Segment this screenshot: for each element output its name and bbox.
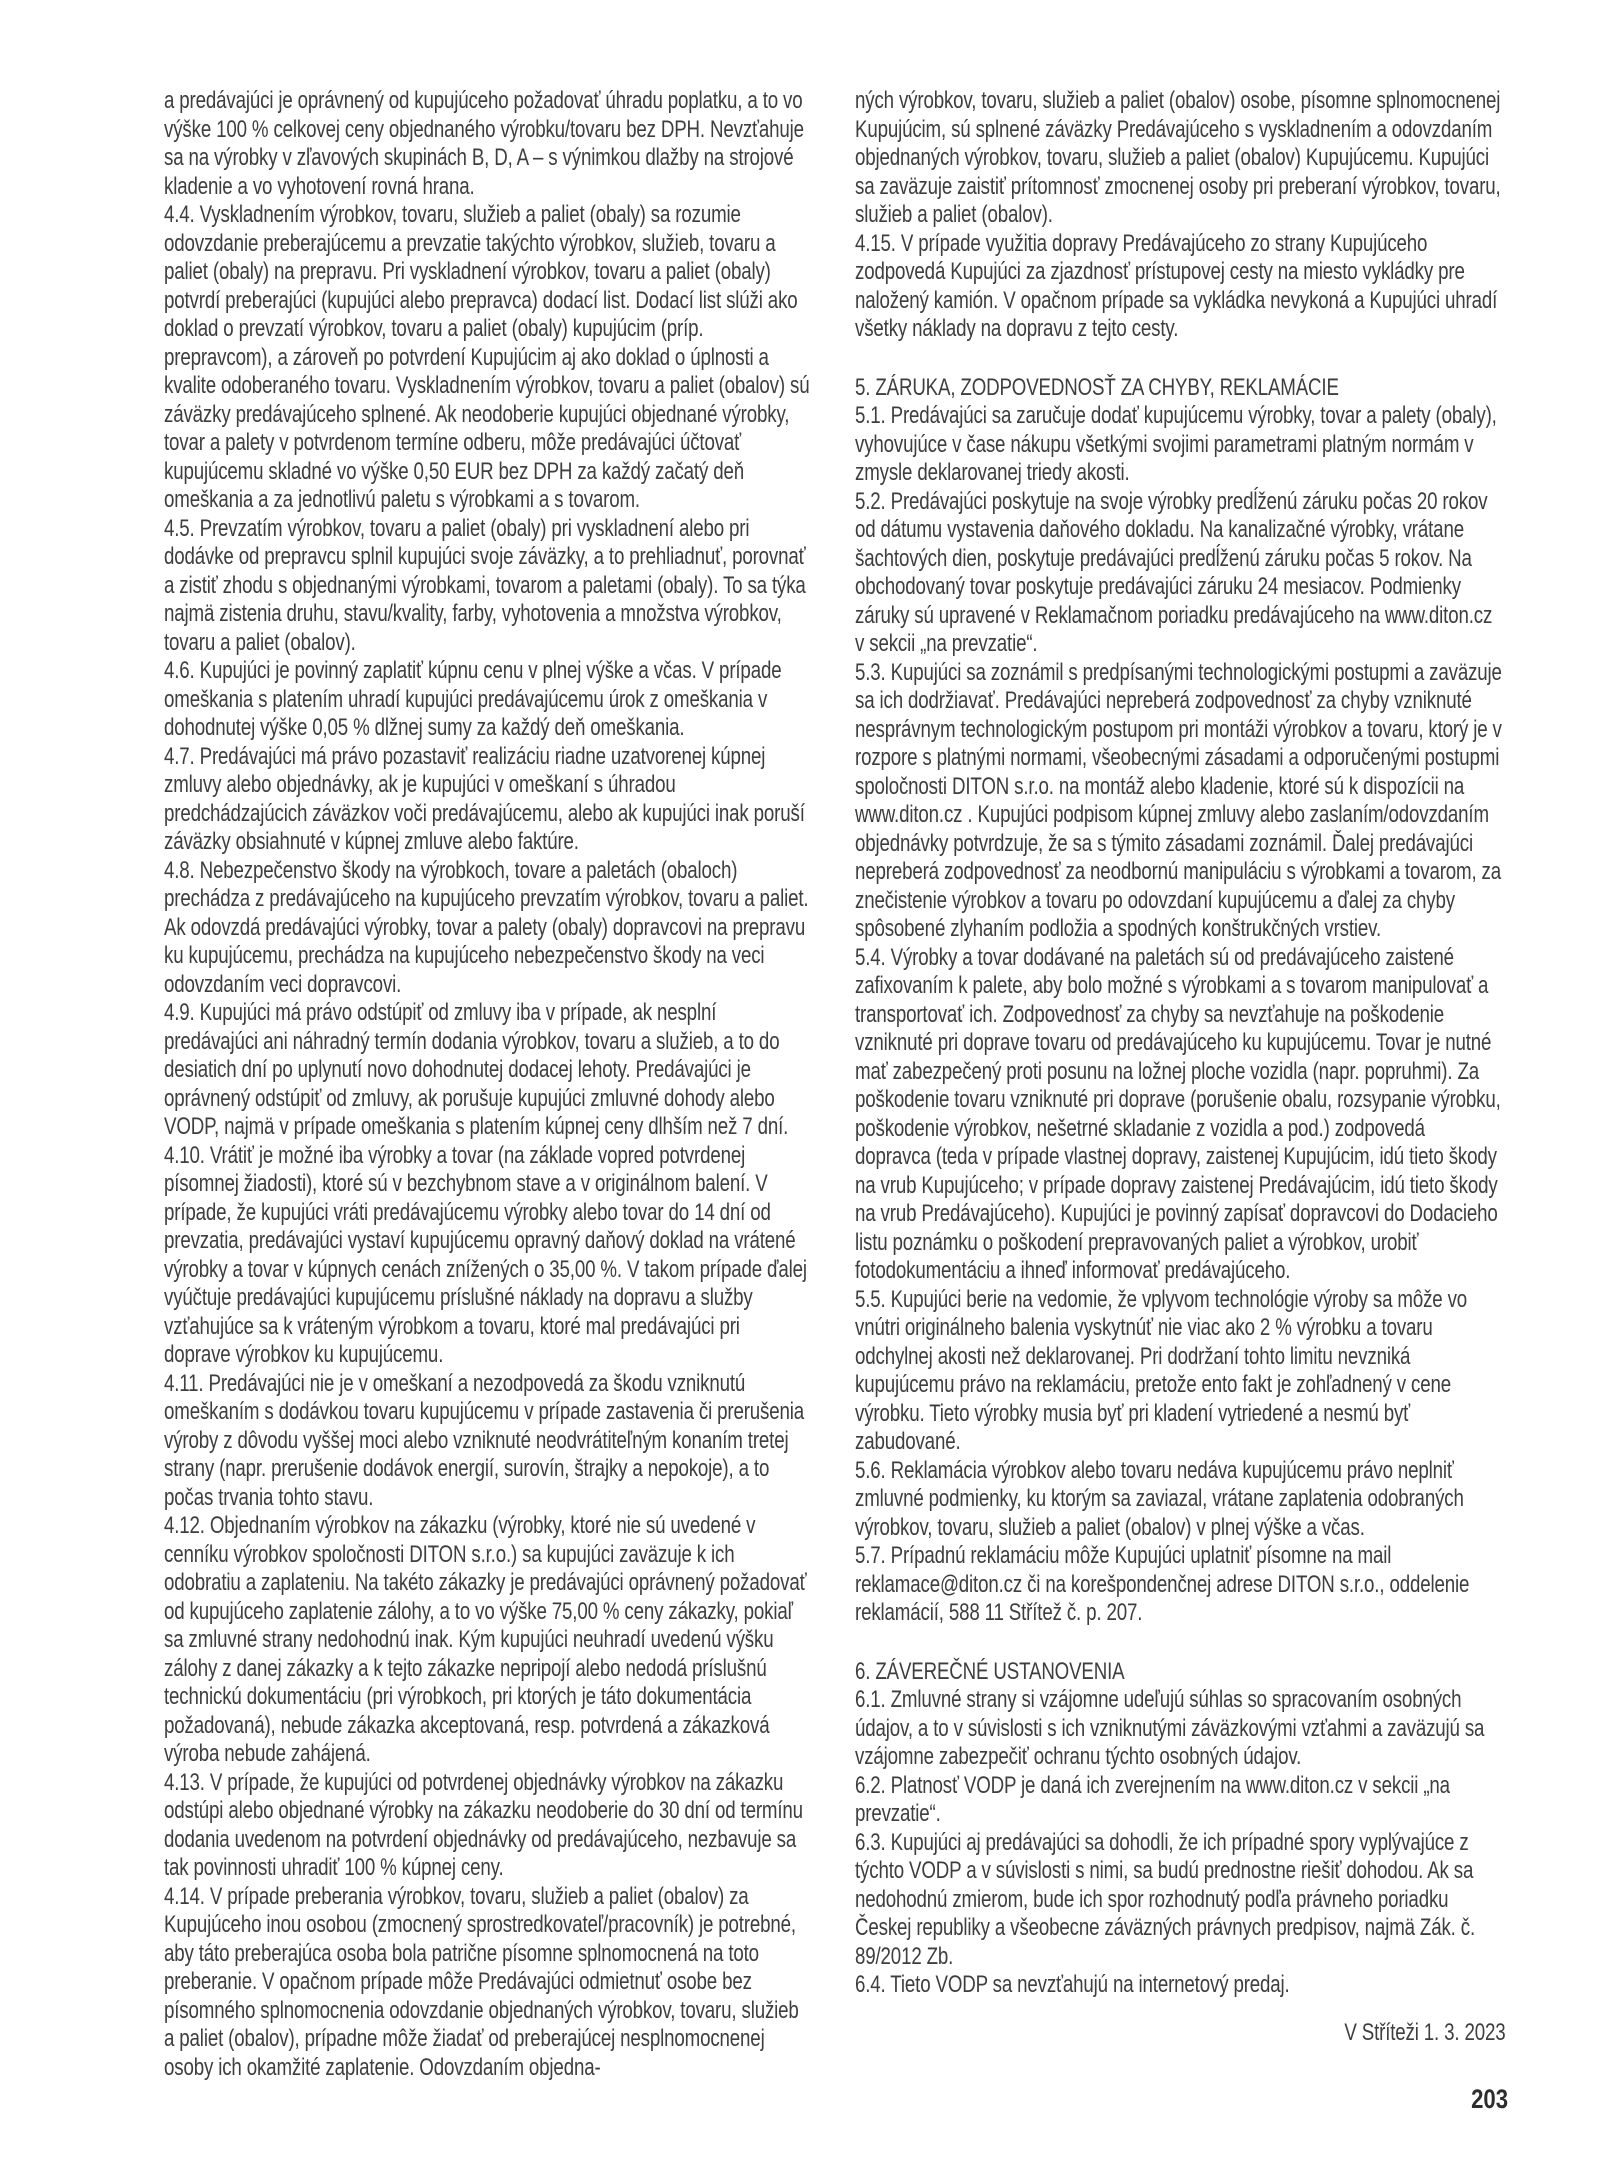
paragraph-4-6: 4.6. Kupujúci je povinný zaplatiť kúpnu cenu v plnej výške a včas. V prípade omeškania s platením uhradí kupujúci predávajúcemu úrok z omeškania v dohodnutej výške 0,05 % dlžnej sumy za každý deň omeškania. <box>164 657 782 741</box>
paragraph-5-3: 5.3. Kupujúci sa zoznámil s predpísanými technologickými postupmi a zaväzuje sa ich dodržiavať. Predávajúci nepreberá zodpovednosť za chyby vzniknuté nesprávnym technologickým postupom pri montáži výrobkov a tovaru, ktorý je v rozpore s platnými normami, všeobecnými zásadami a odporučenými postupmi spoločnosti DITON s.r.o. na montáž alebo kladenie, ktoré sú k dispozícii na www.diton.cz . Kupujúci podpisom kúpnej zmluvy alebo zaslaním/odovzdaním objednávky potvrdzuje, že sa s týmito zásadami zoznámil. Ďalej predávajúci nepreberá zodpovednosť za neodbornú manipuláciu s výrobkami a tovarom, za znečistenie výrobkov a tovaru po odovzdaní kupujúcemu a ďalej za chyby spôsobené zlyhaním podložia a spodných konštrukčných vrstiev. <box>855 658 1502 942</box>
paragraph-4-13: 4.13. V prípade, že kupujúci od potvrdenej objednávky výrobkov na zákazku odstúpi alebo objednané výrobky na zákazku neodoberie do 30 dní od termínu dodania uvedenom na potvrdení objednávky od predávajúceho, nezbavuje sa tak povinnosti uhradiť 100 % kúpnej ceny. <box>164 1768 803 1881</box>
paragraph-6-3: 6.3. Kupujúci aj predávajúci sa dohodli, že ich prípadné spory vyplývajúce z týchto VODP a v súvislosti s nimi, sa budú prednostne riešiť dohodou. Ak sa nedohodnú zmierom, bude ich spor rozhodnutý podľa právneho poriadku Českej republiky a všeobecne záväzných právnych predpisov, najmä Zák. č. 89/2012 Zb. <box>855 1828 1476 1970</box>
date-line: V Stříteži 1. 3. 2023 <box>1344 2018 1506 2046</box>
left-text-column <box>164 87 810 2082</box>
section-heading-5: 5. ZÁRUKA, ZODPOVEDNOSŤ ZA CHYBY, REKLAMÁCIE <box>855 373 1339 401</box>
paragraph-4-12: 4.12. Objednaním výrobkov na zákazku (výrobky, ktoré nie sú uvedené v cenníku výrobkov spoločnosti DITON s.r.o.) sa kupujúci zaväzuje k ich odobratiu a zaplateniu. Na takéto zákazky je predávajúci oprávnený požadovať od kupujúceho zaplatenie zálohy, a to vo výške 75,00 % ceny zákazky, pokiaľ sa zmluvné strany nedohodnú inak. Kým kupujúci neuhradí uvedenú výšku zálohy z danej zákazky a k tejto zákazke nepripojí alebo nedodá príslušnú technickú dokumentáciu (pri výrobkoch, pri ktorých je táto dokumentácia požadovaná), nebude zákazka akceptovaná, resp. potvrdená a zákazková výroba nebude zahájená. <box>164 1512 807 1767</box>
paragraph-5-7: 5.7. Prípadnú reklamáciu môže Kupujúci uplatniť písomne na mail reklamace@diton.cz či na korešpondenčnej adrese DITON s.r.o., oddelenie reklamácií, 588 11 Střítež č. p. 207. <box>855 1542 1470 1626</box>
paragraph-5-1: 5.1. Predávajúci sa zaručuje dodať kupujúcemu výrobky, tovar a palety (obaly), vyhovujúce v čase nákupu všetkými svojimi parametrami platným normám v zmysle deklarovanej triedy akosti. <box>855 402 1497 486</box>
paragraph-4-5: 4.5. Prevzatím výrobkov, tovaru a paliet (obaly) pri vyskladnení alebo pri dodávke od prepravcu splnil kupujúci svoje záväzky, a to prehliadnuť, porovnať a zistiť zhodu s objednanými výrobkami, tovarom a paletami (obaly). To sa týka najmä zistenia druhu, stavu/kvality, farby, vyhotovenia a množstva výrobkov, tovaru a paliet (obalov). <box>164 514 806 656</box>
paragraph-5-5: 5.5. Kupujúci berie na vedomie, že vplyvom technológie výroby sa môže vo vnútri originálneho balenia vyskytnúť nie viac ako 2 % výrobku a tovaru odchylnej akosti než deklarovanej. Pri dodržaní tohto limitu nevzniká kupujúcemu právo na reklamáciu, pretože ento fakt je zohľadnený v cene výrobku. Tieto výrobky musia byť pri kladení vytriedené a nesmú byť zabudované. <box>855 1285 1468 1455</box>
paragraph-6-4: 6.4. Tieto VODP sa nevzťahujú na internetový predaj. <box>855 1971 1290 1998</box>
paragraph-4-10: 4.10. Vrátiť je možné iba výrobky a tovar (na základe vopred potvrdenej písomnej žiadosti), ktoré sú v bezchybnom stave a v originálnom balení. V prípade, že kupujúci vráti predávajúcemu výrobky alebo tovar do 14 dní od prevzatia, predávajúci vystaví kupujúcemu opravný daňový doklad na vrátené výrobky a tovar v kúpnych cenách znížených o 35,00 %. V takom prípade ďalej vyúčtuje predávajúci kupujúcemu príslušné náklady na dopravu a služby vzťahujúce sa k vráteným výrobkom a tovaru, ktoré mal predávajúci pri doprave výrobkov ku kupujúcemu. <box>164 1141 807 1368</box>
paragraph-5-2: 5.2. Predávajúci poskytuje na svoje výrobky predĺženú záruku počas 20 rokov od dátumu vystavenia daňového dokladu. Na kanalizačné výrobky, vrátane šachtových dien, poskytuje predávajúci predĺženú záruku počas 5 rokov. Na obchodovaný tovar poskytuje predávajúci záruku 24 mesiacov. Podmienky záruky sú upravené v Reklamačnom poriadku predávajúceho na www.diton.cz v sekcii „na prevzatie“. <box>855 487 1493 657</box>
paragraph-6-1: 6.1. Zmluvné strany si vzájomne udeľujú súhlas so spracovaním osobných údajov, a to v súvislosti s ich vzniknutými záväzkovými vzťahmi a zaväzujú sa vzájomne zabezpečiť ochranu týchto osobných údajov. <box>855 1686 1485 1770</box>
paragraph-4-11: 4.11. Predávajúci nie je v omeškaní a nezodpovedá za škodu vzniknutú omeškaním s dodávkou tovaru kupujúcemu v prípade zastavenia či prerušenia výroby z dôvodu vyššej moci alebo vzniknuté neodvrátiteľným konaním tretej strany (napr. prerušenie dodávok energií, surovín, štrajky a nepokoje), a to počas trvania tohto stavu. <box>164 1369 805 1511</box>
paragraph-4-9: 4.9. Kupujúci má právo odstúpiť od zmluvy iba v prípade, ak nesplní predávajúci ani náhradný termín dodania výrobkov, tovaru a služieb, a to do desiatich dní po uplynutí novo dohodnutej dodacej lehoty. Predávajúci je oprávnený odstúpiť od zmluvy, ak porušuje kupujúci zmluvné dohody alebo VODP, najmä v prípade omeškania s platením kúpnej ceny dlhším než 7 dní. <box>164 999 789 1140</box>
paragraph-5-4: 5.4. Výrobky a tovar dodávané na paletách sú od predávajúceho zaistené zafixovaním k palete, aby bolo možné s výrobkami a s tovarom manipulovať a transportovať ich. Zodpovednosť za chyby sa nevzťahuje na poškodenie vzniknuté pri doprave tovaru od predávajúceho ku kupujúcemu. Tovar je nutné mať zabezpečený proti posunu na ložnej ploche vozidla (napr. popruhmi). Za poškodenie tovaru vzniknuté pri doprave (porušenie obalu, rozsypanie výrobku, poškodenie výrobkov, nešetrné skladanie z vozidla a pod.) zodpovedá dopravca (teda v prípade vlastnej dopravy, zaistenej Kupujúcim, idú tieto škody na vrub Kupujúceho; v prípade dopravy zaistenej Predávajúcim, idú tieto škody na vrub Predávajúceho). Kupujúci je povinný zapísať dopravcovi do Dodacieho listu poznámku o poškodení prepravovaných paliet a výrobkov, urobiť fotodokumentáciu a ihneď informovať predávajúceho. <box>855 943 1501 1284</box>
paragraph-4-3-continuation: a predávajúci je oprávnený od kupujúceho požadovať úhradu poplatku, a to vo výške 100 % celkovej ceny objednaného výrobku/tovaru bez DPH. Nevzťahuje sa na výrobky v zľavových skupinách B, D, A – s výnimkou dlažby na strojové kladenie a vo vyhotovení rovná hrana. <box>164 87 804 200</box>
paragraph-6-2: 6.2. Platnosť VODP je daná ich zverejnením na www.diton.cz v sekcii „na prevzatie“. <box>855 1771 1450 1827</box>
paragraph-4-15: 4.15. V prípade využitia dopravy Predávajúceho zo strany Kupujúceho zodpovedá Kupujúci za zjazdnosť prístupovej cesty na miesto vykládky pre naložený kamión. V opačnom prípade sa vykládka nevykoná a Kupujúci uhradí všetky náklady na dopravu z tejto cesty. <box>855 229 1498 342</box>
paragraph-4-7: 4.7. Predávajúci má právo pozastaviť realizáciu riadne uzatvorenej kúpnej zmluvy alebo objednávky, ak je kupujúci v omeškaní s úhradou predchádzajúcich záväzkov voči predávajúcemu, alebo ak kupujúci inak poruší záväzky obsiahnuté v kúpnej zmluve alebo faktúre. <box>164 742 805 855</box>
page-number: 203 <box>1471 2084 1508 2114</box>
paragraph-4-14: 4.14. V prípade preberania výrobkov, tovaru, služieb a paliet (obalov) za Kupujúceho inou osobou (zmocnený sprostredkovateľ/pracovník) je potrebné, aby táto preberajúca osoba bola patrične písomne splnomocnená na toto preberanie. V opačnom prípade môže Predávajúci odmietnuť osobe bez písomného splnomocnenia odovzdanie objednaných výrobkov, tovaru, služieb a paliet (obalov), prípadne môže žiadať od preberajúcej nesplnomocnenej osoby ich okamžité zaplatenie. Odovzdaním objedna- <box>164 1882 799 2081</box>
paragraph-5-6: 5.6. Reklamácia výrobkov alebo tovaru nedáva kupujúcemu právo neplniť zmluvné podmienky, ku ktorým sa zaviazal, vrátane zaplatenia odobraných výrobkov, tovaru, služieb a paliet (obalov) v plnej výške a včas. <box>855 1456 1464 1541</box>
paragraph-4-14-continuation: ných výrobkov, tovaru, služieb a paliet (obalov) osobe, písomne splnomocnenej Kupujúcim, sú splnené záväzky Predávajúceho s vyskladnením a odovzdaním objednaných výrobkov, tovaru, služieb a paliet (obalov) Kupujúcemu. Kupujúci sa zaväzuje zaistiť prítomnosť zmocnenej osoby pri preberaní výrobkov, tovaru, služieb a paliet (obalov). <box>855 87 1501 228</box>
paragraph-4-4: 4.4. Vyskladnením výrobkov, tovaru, služieb a paliet (obaly) sa rozumie odovzdanie preberajúcemu a prevzatie takýchto výrobkov, služieb, tovaru a paliet (obaly) na prepravu. Pri vyskladnení výrobkov, tovaru a paliet (obaly) potvrdí preberajúci (kupujúci alebo prepravca) dodací list. Dodací list slúži ako doklad o prevzatí výrobkov, tovaru a paliet (obaly) kupujúcim (príp. prepravcom), a zároveň po potvrdení Kupujúcim aj ako doklad o úplnosti a kvalite odoberaného tovaru. Vyskladnením výrobkov, tovaru a paliet (obalov) sú záväzky predávajúceho splnené. Ak neodoberie kupujúci objednané výrobky, tovar a palety v potvrdenom termíne odberu, môže predávajúci účtovať kupujúcemu skladné vo výške 0,50 EUR bez DPH za každý začatý deň omeškania a za jednotlivú paletu s výrobkami a s tovarom. <box>164 201 810 513</box>
paragraph-4-8: 4.8. Nebezpečenstvo škody na výrobkoch, tovare a paletách (obaloch) prechádza z predávajúceho na kupujúceho prevzatím výrobkov, tovaru a paliet. Ak odovzdá predávajúci výrobky, tovar a palety (obaly) dopravcovi na prepravu ku kupujúcemu, prechádza na kupujúceho nebezpečenstvo škody na veci odovzdaním veci dopravcovi. <box>164 856 809 998</box>
section-heading-6: 6. ZÁVEREČNÉ USTANOVENIA <box>855 1657 1125 1685</box>
right-text-column <box>855 87 1506 2047</box>
